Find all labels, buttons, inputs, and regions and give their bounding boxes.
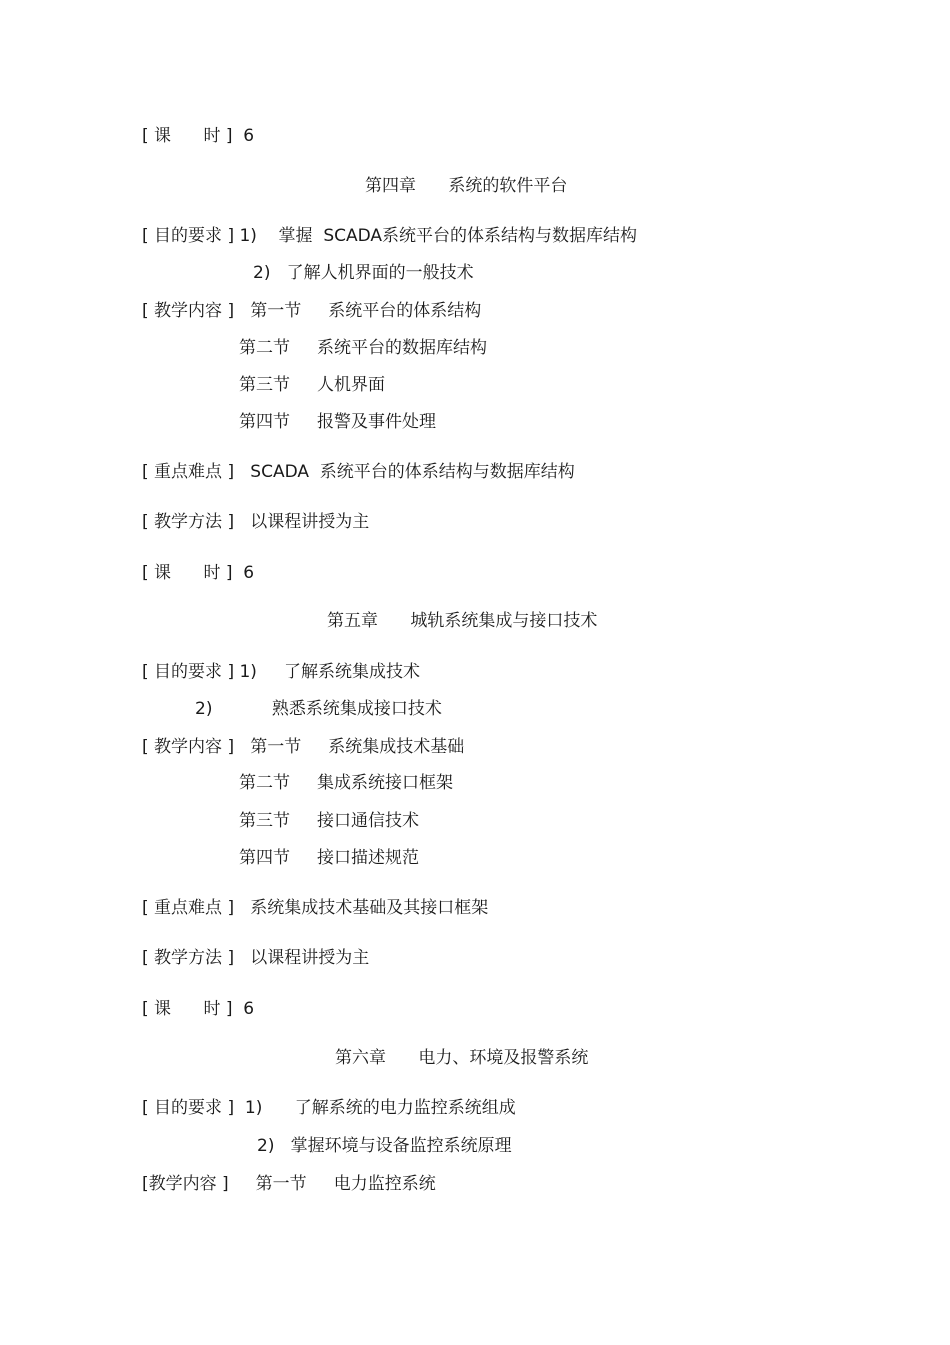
objectives-line: [ 目的要求 ] 1) 了解系统集成技术 [142, 662, 420, 682]
objectives-line: 2) 了解人机界面的一般技术 [253, 263, 474, 283]
content-line: 第三节 人机界面 [239, 375, 386, 395]
content-line: 第二节 系统平台的数据库结构 [239, 338, 488, 358]
objectives-line: [ 目的要求 ] 1) 掌握 SCADA系统平台的体系结构与数据库结构 [142, 226, 638, 246]
class-hours-line: [ 课 时 ] 6 [142, 563, 255, 583]
objectives-line: 2) 熟悉系统集成接口技术 [195, 699, 442, 719]
content-line: 第二节 集成系统接口框架 [239, 773, 454, 793]
teaching-method-line: [ 教学方法 ] 以课程讲授为主 [142, 512, 370, 532]
chapter-6-heading: 第六章 电力、环境及报警系统 [335, 1048, 589, 1068]
chapter-5-heading: 第五章 城轨系统集成与接口技术 [327, 611, 598, 631]
content-line: 第四节 接口描述规范 [239, 848, 420, 868]
content-line: [ 教学内容 ] 第一节 系统平台的体系结构 [142, 301, 482, 321]
key-points-line: [ 重点难点 ] SCADA 系统平台的体系结构与数据库结构 [142, 462, 575, 482]
objectives-line: 2) 掌握环境与设备监控系统原理 [257, 1136, 512, 1156]
objectives-line: [ 目的要求 ] 1) 了解系统的电力监控系统组成 [142, 1098, 516, 1118]
teaching-method-line: [ 教学方法 ] 以课程讲授为主 [142, 948, 370, 968]
key-points-line: [ 重点难点 ] 系统集成技术基础及其接口框架 [142, 898, 489, 918]
content-line: [教学内容 ] 第一节 电力监控系统 [142, 1174, 436, 1194]
chapter-4-heading: 第四章 系统的软件平台 [365, 176, 568, 196]
class-hours-line: [ 课 时 ] 6 [142, 999, 255, 1019]
class-hours-line: [ 课 时 ] 6 [142, 126, 255, 146]
content-line: 第三节 接口通信技术 [239, 811, 420, 831]
content-line: 第四节 报警及事件处理 [239, 412, 437, 432]
content-line: [ 教学内容 ] 第一节 系统集成技术基础 [142, 737, 465, 757]
